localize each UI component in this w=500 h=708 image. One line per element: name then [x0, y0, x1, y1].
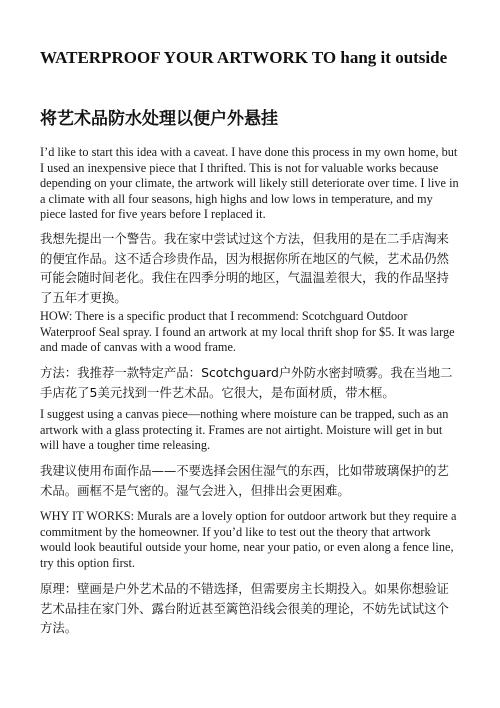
paragraph-2-chinese: 方法：我推荐一款特定产品：Scotchguard户外防水密封喷雾。我在当地二手店花了5美元找到一件艺术品。它很大，是布面材质，带木框。 — [40, 365, 453, 400]
paragraph-3-chinese: 我建议使用布面作品——不要选择会困住湿气的东西，比如带玻璃保护的艺术品。画框不是气密的。湿气会进入，但排出会更困难。 — [40, 463, 449, 498]
article-title-chinese: 将艺术品防水处理以便户外悬挂 — [40, 109, 278, 129]
paragraph-4-english: WHY IT WORKS: Murals are a lovely option for outdoor artwork but they require a commitment by the homeowner. If you’d like to test out the theory that artwork would look beautiful outside your home, near your patio, or even along a fence line, try this option first. — [40, 509, 457, 570]
paragraph-1-english: I’d like to start this idea with a caveat. I have done this process in my own home, but I used an inexpensive piece that I thrifted. This is not for valuable works because depending on your climate, the artwork will likely still deteriorate over time. I live in a climate with all four seasons, high highs and low lows in temperature, and my piece lasted for five years before I replaced it. — [40, 145, 459, 222]
article-title-english: WATERPROOF YOUR ARTWORK TO hang it outside — [40, 48, 448, 67]
paragraph-2-english: HOW: There is a specific product that I recommend: Scotchguard Outdoor Waterproof Seal spray. I found an artwork at my local thrift shop for $5. It was large and made of canvas with a wood frame. — [40, 309, 455, 355]
paragraph-1-chinese: 我想先提出一个警告。我在家中尝试过这个方法，但我用的是在二手店淘来的便宜作品。这不适合珍贵作品，因为根据你所在地区的气候，艺术品仍然可能会随时间老化。我住在四季分明的地区，气温温差很大，我的作品坚持了五年才更换。 — [40, 231, 449, 305]
paragraph-4-chinese: 原理：壁画是户外艺术品的不错选择，但需要房主长期投入。如果你想验证艺术品挂在家门外、露台附近甚至篱笆沿线会很美的理论，不妨先试试这个方法。 — [40, 581, 449, 635]
paragraph-3-english: I suggest using a canvas piece—nothing where moisture can be trapped, such as an artwork with a glass protecting it. Frames are not airtight. Moisture will get in but will have a tougher time releasing. — [40, 407, 449, 453]
